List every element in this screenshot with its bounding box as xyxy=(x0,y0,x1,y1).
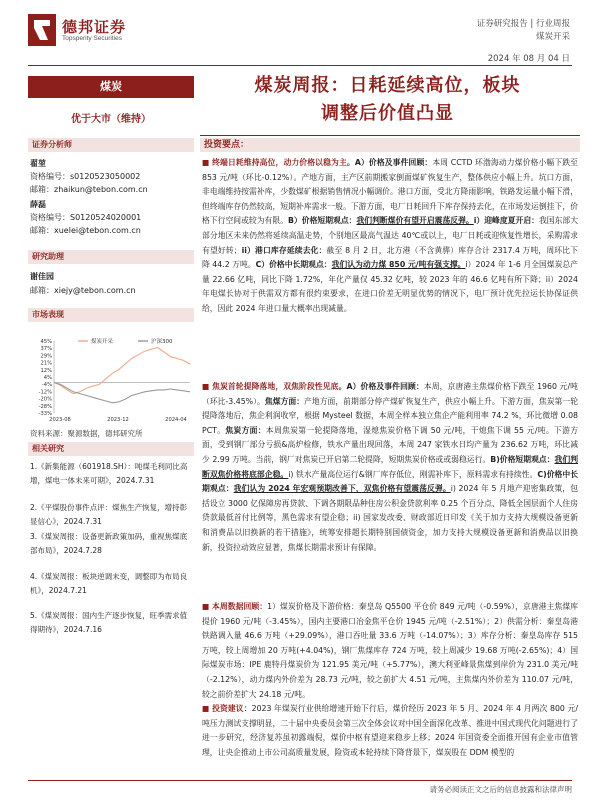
analyst-cert: 资格编号：S0120524020001 xyxy=(30,213,142,222)
rating: 优于大市（维持） xyxy=(71,114,151,125)
report-type: 证券研究报告 | 行业周报 xyxy=(476,19,570,29)
bullet-lead: 本周数据回顾： xyxy=(212,602,268,611)
x-tick-label: 2024-04 xyxy=(165,417,187,423)
label: i）迎峰度夏开启： xyxy=(473,216,539,226)
bullet-icon: ■ xyxy=(202,382,213,391)
assistant-email[interactable]: 邮箱：xiejy@tebon.com.cn xyxy=(30,286,136,295)
bullet-icon: ■ xyxy=(202,704,213,713)
bullet-coal-power xyxy=(202,156,578,317)
label: 焦煤方面： xyxy=(264,396,305,406)
label: A）价格及事件回顾： xyxy=(346,382,424,391)
y-tick-label: -20% xyxy=(38,396,52,403)
industry-tag: 煤炭开采 xyxy=(535,32,570,42)
y-tick-label: -28% xyxy=(38,403,52,410)
assistant-name: 谢佳园 xyxy=(30,272,54,281)
legend-label: 煤炭开采 xyxy=(91,339,114,345)
title-line: 调整后价值凸显 xyxy=(321,103,454,124)
series-line xyxy=(54,383,190,403)
label: 焦炭方面： xyxy=(225,425,266,435)
market-performance-chart xyxy=(28,335,194,425)
related-item[interactable]: 2.《平煤股份事件点评：煤焦生产恢复，增持彰显信心》，2024.7.31 xyxy=(30,503,188,526)
label: B)价格短期观点： xyxy=(490,454,555,464)
header-divider xyxy=(28,65,572,66)
market-heading: 市场表现 xyxy=(28,308,194,322)
y-tick-label: 29% xyxy=(40,353,52,360)
text: 2023 年煤炭行业供给增速开始下行后，煤价经历 2023 年 5 月、2024 年 4 月两次 800 元/吨压力测试支撑明显，二十届中央委员会第三次全体会议对中国全面深化改革、推进中国式现代化问题进行了进一步研究，经济复苏虽初露端倪，煤价中枢有望迎来稳步上移；2024 年国资委全面推开国有企业市值管理，让央企推动上市公司高质量发展，险资或本轮持续下降背景下，煤炭股在 DDM 模型的 xyxy=(202,704,578,757)
label: B）价格短期观点： xyxy=(287,216,357,226)
y-tick-label: 12% xyxy=(40,367,52,374)
footer-divider xyxy=(28,780,572,781)
analyst-name: 薛磊 xyxy=(30,200,46,209)
bullet-investment-advice xyxy=(202,702,578,760)
legend-label: 沪深300 xyxy=(151,339,173,345)
text: 本周 CCTD 环渤海动力煤价格小幅下跌至 853 元/吨（环比-0.12%）。产地方面，主产区前期搬家倒面煤矿恢复生产，整体供应小幅上升。坑口方面，非电端维持按需补库，少数煤矿根据销售情况小幅调价。港口方面，受北方降雨影响，铁路发运量小幅下滑，但终端库存仍然较高，短期补库需求一般。下游方面，电厂日耗回升下库存保持去化，在市场发运倒挂下，价格下行空间或较为有限。 xyxy=(202,158,578,226)
bullet-weekly-data xyxy=(202,600,578,702)
related-heading: 相关研究 xyxy=(28,442,194,456)
analyst-cert: 资格编号：s0120523050002 xyxy=(30,172,141,181)
analyst-email[interactable]: 邮箱：zhaikun@tebon.com.cn xyxy=(30,185,148,194)
x-tick-label: 2023-12 xyxy=(107,417,129,423)
series-line xyxy=(54,348,190,394)
related-item[interactable]: 1.《新集能源（601918.SH）：吨煤毛利同比高增，煤电一体未来可期》，2024.7.31 xyxy=(30,462,188,485)
y-tick-label: 37% xyxy=(40,346,52,353)
logo-english: Topsperity Securities xyxy=(62,35,122,42)
x-tick-label: 2023-08 xyxy=(49,417,71,423)
text: 1）煤炭价格及下游价格：秦皇岛 Q5500 平仓价 849 元/吨（-0.59%），京唐港主焦煤库提价 1960 元/吨（-3.45%），国内主要港口冶金焦平仓价 1945 元/吨（-2.51%）；2）供需分析：秦皇岛港铁路调入量 46.6 万吨（+29.09%），港口吞吐量 33.6 万吨（-14.07%）；3）库存分析：秦皇岛库存 515 万吨，较上周增加 20 万吨(+4.04%)，钢厂焦煤库存 724 万吨，较上周减少 19.68 万吨(-2.65%)；4）国际煤炭市场：IPE 鹿特丹煤炭价为 121.95 美元/吨（+5.77%），澳大利亚峰景焦煤到岸价为 231.0 美元/吨（-2.12%），动力煤内外价差为 28.73 元/吨，较之前扩大 4.51 元/吨，主焦煤内外价差为 110.07 元/吨，较之前价差扩大 24.18 元/吨。 xyxy=(202,602,578,699)
bullet-lead: 投资建议： xyxy=(212,704,252,713)
text: 我国东部大部分地区未来仍然将延续高温走势，个别地区最高气温达 40℃或以上，电厂日耗或迎恢复性增长，采购需求有望好转； xyxy=(202,216,579,255)
y-tick-label: 4% xyxy=(43,375,52,381)
bullet-coking-coal xyxy=(202,380,578,555)
bullet-icon: ■ xyxy=(202,602,212,611)
footer-disclaimer: 请务必阅读正文之后的信息披露和法律声明 xyxy=(429,785,572,794)
y-tick-label: -4% xyxy=(41,382,52,389)
logo-text: 德邦证券 xyxy=(62,18,127,36)
key-view: 我们认为 2024 年宏观预期改善下，双焦价格有望震荡反弹。 xyxy=(233,484,451,494)
text: 截至 8 月 2 日，北方港（不含黄骅）库存合计 2317.4 万吨，周环比下降 44.2 万吨。 xyxy=(202,245,578,270)
y-tick-label: 21% xyxy=(40,360,52,367)
text: 产地方面，前期部分停产煤矿恢复生产，供应小幅上升。下游方面，焦炭第一轮提降落地后，焦企利润收窄，根据 Mysteel 数据，本周全样本独立焦企产能利用率 74.2 %，环比微增 0.08 PCT。 xyxy=(202,396,579,435)
label: A）价格及事件回顾： xyxy=(354,158,433,167)
label: ii）港口库存延续去化： xyxy=(241,245,327,255)
text: i）2024 年 1-6 月全国煤炭总产量 22.66 亿吨，同比下降 1.72%，年化产量仅 45.32 亿吨，较 2023 年的 46.6 亿吨有所下降；ii）2024 年电煤长协对于供需双方都有很约束要求，在进口价差无明显优势的情况下，电厂预计优先拉运长协保证供给，因此 2024 年进口量大概率出现减量。 xyxy=(202,260,578,313)
chart-svg xyxy=(28,335,194,425)
investment-heading: 投资要点： xyxy=(200,138,580,152)
report-title xyxy=(200,72,575,128)
text: i) 2024 年 5 月地产迎密集政策，包括设立 3000 亿保障房再贷款、下调各期限品种住房公积金贷款利率 0.25 个百分点、降低全国层面个人住房贷款最低首付比例等，黑色需求有望企稳；ii) 国家发改委、财政部近日印发《关于加力支持大规模设备更新和消费品以旧换新的若干措施》，统筹安排超长期特别国债资金，加力支持大规模设备更新和消费品以旧换新，投资拉动效应显著，焦煤长期需求预计有保障。 xyxy=(202,484,578,552)
key-view: 我们判断双焦价格将底部企稳。 xyxy=(202,454,578,479)
y-tick-label: -12% xyxy=(38,389,52,396)
analyst-name: 翟堃 xyxy=(30,159,46,168)
bullet-lead: 焦炭首轮提降落地，双焦阶段性见底。 xyxy=(212,382,347,391)
assistant-heading: 研究助理 xyxy=(28,250,194,264)
key-view: 我们认为动力煤 850 元/吨有强支撑。 xyxy=(331,260,466,270)
label: C)价格中长期观点： xyxy=(202,469,579,494)
title-divider xyxy=(200,135,580,136)
label: C）价格中长期观点： xyxy=(255,260,332,270)
text: 本周，京唐港主焦煤价格下跌至 1960 元/吨（环比-3.45%）。 xyxy=(202,382,578,406)
y-tick-label: -33% xyxy=(38,411,52,417)
bullet-icon: ■ xyxy=(202,158,213,167)
text: 本周焦炭第一轮提降落地，湿熄焦炭价格下调 50 元/吨，干熄焦下调 55 元/吨。下游方面，受到钢厂部分亏损&高炉检修，铁水产量出现回落，本周 247 家铁水日均产量为 236.62 万吨，环比减少 2.99 万吨。当前，钢厂对焦炭已开启第二轮提降，短期焦炭价格或或弱稳运行。 xyxy=(202,425,578,464)
related-item[interactable]: 4.《煤炭周报：板块逆调未变，调整即为布局良机》，2024.7.21 xyxy=(30,572,188,595)
text: i) 铁水产量高位运行&钢厂库存低位，刚需补库下，原料需求有持续性。 xyxy=(288,469,538,479)
company-logo xyxy=(28,14,56,46)
analysts-heading: 证券分析师 xyxy=(28,138,194,152)
industry-band: 煤炭 xyxy=(28,76,194,98)
related-item[interactable]: 3.《煤炭周报：设备更新政策加码，重视焦煤底部布局》，2024.7.28 xyxy=(30,532,188,555)
related-item[interactable]: 5.《煤炭周报：国内生产逐步恢复，旺季需求值得期待》，2024.7.16 xyxy=(30,611,188,634)
key-view: 我们判断煤价有望开启震荡反弹。 xyxy=(356,216,474,226)
title-line: 煤炭周报：日耗延续高位，板块 xyxy=(254,75,521,96)
logo-mark-icon xyxy=(28,14,56,46)
bullet-lead: 终端日耗维持高位，动力价格以稳为主。 xyxy=(212,158,355,167)
analyst-email[interactable]: 邮箱：xuelei@tebon.com.cn xyxy=(30,226,141,235)
report-date: 2024 年 08 月 04 日 xyxy=(487,54,570,64)
y-tick-label: 45% xyxy=(40,339,52,345)
chart-source: 资料来源：聚源数据，德邦研究所 xyxy=(30,429,143,438)
